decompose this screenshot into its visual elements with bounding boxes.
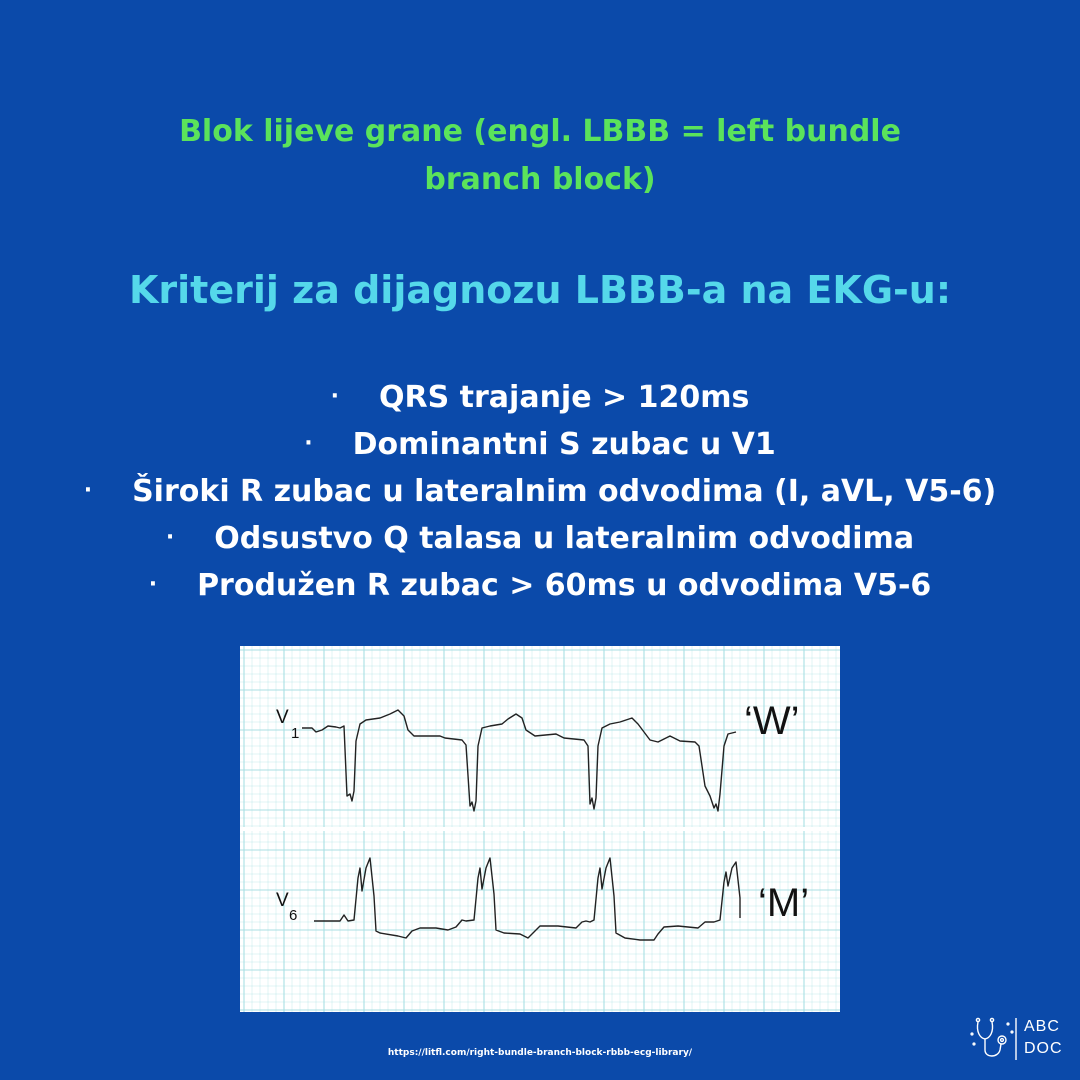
criteria-item (0, 562, 1080, 609)
criteria-list (0, 374, 1080, 609)
bullet-icon: · (148, 572, 158, 597)
bullet-icon: · (304, 431, 313, 456)
w-pattern-label: ‘W’ (744, 699, 800, 743)
criteria-item (0, 515, 1080, 562)
bullet-icon: · (83, 478, 93, 503)
criteria-heading: Kriterij za dijagnozu LBBB-a na EKG-u: (128, 268, 952, 312)
page-title: Blok lijeve grane (engl. LBBB = left bundle branch block) (179, 114, 901, 197)
logo-text-doc: DOC (1024, 1040, 1063, 1057)
abc-doc-logo (968, 1014, 1063, 1064)
stethoscope-icon (968, 1014, 1020, 1064)
criteria-text: Odsustvo Q talasa u lateralnim odvodima (214, 521, 915, 556)
source-link[interactable]: https://litfl.com/right-bundle-branch-block-rbbb-ecg-library/ (387, 1048, 693, 1058)
bullet-icon: · (165, 525, 175, 550)
logo-text-abc: ABC (1024, 1018, 1060, 1035)
lead-v6-letter: V (276, 890, 289, 911)
ecg-trace-v1 (302, 710, 736, 811)
criteria-item (0, 468, 1080, 515)
lead-v6-subscript: 6 (289, 907, 298, 924)
ecg-image (240, 646, 840, 1012)
criteria-item (0, 374, 1080, 421)
lead-v1-letter: V (276, 707, 289, 728)
criteria-text: QRS trajanje > 120ms (379, 380, 750, 415)
bullet-icon: · (330, 384, 340, 409)
m-pattern-label: ‘M’ (758, 881, 810, 925)
criteria-item (0, 421, 1080, 468)
criteria-text: Široki R zubac u lateralnim odvodima (I, aVL, V5-6) (132, 474, 997, 509)
criteria-text: Produžen R zubac > 60ms u odvodima V5-6 (197, 568, 932, 603)
lead-v1-subscript: 1 (291, 725, 300, 742)
criteria-text: Dominantni S zubac u V1 (352, 427, 776, 462)
